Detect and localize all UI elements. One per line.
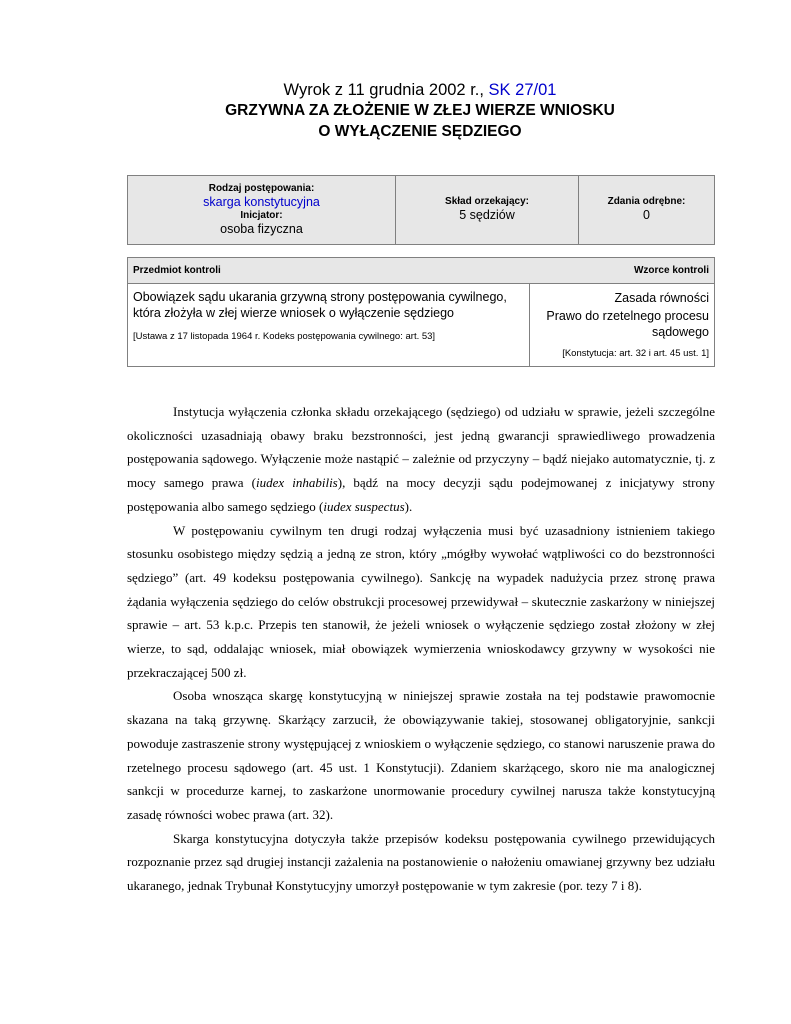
paragraph-1 — [127, 400, 715, 519]
dissent-label: Zdania odrębne: — [607, 196, 686, 207]
judgment-summary — [127, 400, 715, 898]
standards-header: Wzorce kontroli — [530, 258, 715, 284]
subject-text: Obowiązek sądu ukarania grzywną strony postępowania cywilnego, która złożyła w złej wierze wniosek o wyłączenie sędziego — [133, 290, 507, 320]
latin-term-inhabilis: iudex inhabilis — [255, 475, 338, 491]
initiator-value: osoba fizyczna — [220, 222, 303, 236]
paragraph-4: Skarga konstytucyjna dotyczyła także przepisów kodeksu postępowania cywilnego przewidujących rozpoznanie przez sąd drugiej instancji zażalenia na postanowienie o nałożeniu omawianej grzywny bez udziału ukaranego, jednak Trybunał Konstytucyjny umorzył postępowanie w tym zakresie (por. tezy 7 i 8). — [127, 830, 715, 894]
judgment-heading-line2: O WYŁĄCZENIE SĘDZIEGO — [318, 123, 522, 140]
case-number-link[interactable]: SK 27/01 — [488, 81, 557, 99]
subject-cell — [128, 284, 530, 367]
case-meta-table — [127, 175, 715, 245]
paragraph-3: Osoba wnosząca skargę konstytucyjną w niniejszej sprawie została na tej podstawie prawomocnie skazana na taką grzywnę. Skarżący zarzucił, że obowiązywanie takiej, stosowanej obligatoryjnie, sankcji powoduje zastraszenie strony występującej z wnioskiem o wyłączenie sędziego, co stanowi naruszenie prawa do rzetelnego procesu sądowego (art. 45 ust. 1 Konstytucji). Zdaniem skarżącego, skoro nie ma analogicznej sankcji w procedurze karnej, to zaskarżone unormowanie procedury cywilnej narusza także konstytucyjną zasadę równości wobec prawa (art. 32). — [127, 688, 715, 822]
subject-reference: [Ustawa z 17 listopada 1964 r. Kodeks postępowania cywilnego: art. 53] — [133, 331, 436, 342]
proceeding-cell — [128, 176, 396, 245]
latin-term-suspectus: iudex suspectus — [323, 498, 405, 514]
paragraph-1-text-b: ), bądź na mocy decyzji sądu podejmowanej z inicjatywy strony postępowania albo samego sędziego ( — [127, 475, 715, 514]
standards-list — [530, 284, 714, 340]
proceeding-value-link[interactable]: skarga konstytucyjna — [203, 195, 320, 209]
bench-value: 5 sędziów — [459, 208, 515, 222]
bench-cell — [396, 176, 579, 245]
paragraph-1-text-c: ). — [404, 498, 413, 514]
control-table — [127, 257, 715, 367]
dissent-value: 0 — [643, 208, 650, 222]
initiator-label: Inicjator: — [240, 210, 283, 221]
bench-label: Skład orzekający: — [445, 196, 529, 207]
standards-reference: [Konstytucja: art. 32 i art. 45 ust. 1] — [562, 348, 709, 359]
dissent-cell — [579, 176, 715, 245]
subject-header: Przedmiot kontroli — [128, 258, 530, 284]
judgment-date-line — [0, 80, 791, 100]
paragraph-1-text-a: Instytucja wyłączenia członka składu orzekającego (sędziego) od udziału w sprawie, jeżeli szczególne okoliczności uzasadniają obawy braku bezstronności, jest jedną gwarancji sprawiedliwego prowadzenia postępowania sądowego. Wyłączenie może nastąpić – zależnie od przyczyny – bądź niejako automatycznie, tj. z mocy samego prawa ( — [127, 404, 715, 491]
judgment-heading-line1: GRZYWNA ZA ZŁOŻENIE W ZŁEJ WIERZE WNIOSKU — [225, 102, 615, 119]
standard-fair-trial: Prawo do rzetelnego procesu sądowego — [546, 309, 709, 339]
standard-equality: Zasada równości — [614, 291, 709, 305]
paragraph-2: W postępowaniu cywilnym ten drugi rodzaj wyłączenia musi być uzasadniony istnieniem takiego stosunku osobistego między sędzią a jedną ze stron, który „mógłby wywołać wątpliwości co do bezstronności sędziego” (art. 49 kodeksu postępowania cywilnego). Sankcję na wypadek nadużycia przez stronę prawa żądania wyłączenia sędziego do celów obstrukcji procesowej przewidywał – skutecznie zaskarżony w niniejszej sprawie – art. 53 k.p.c. Przepis ten stanowił, że jeżeli wniosek o wyłączenie sędziego został złożony w złej wierze, to sąd, oddalając wniosek, miał obowiązek wymierzenia wnioskodawcy grzywny w wysokości nie przekraczającej 500 zł. — [127, 522, 715, 680]
standards-cell — [530, 284, 715, 367]
document-header — [0, 80, 791, 142]
control-table-row — [128, 284, 715, 367]
control-table-header — [128, 258, 715, 284]
proceeding-label: Rodzaj postępowania: — [208, 183, 315, 194]
judgment-date: Wyrok z 11 grudnia 2002 r., — [283, 81, 489, 99]
